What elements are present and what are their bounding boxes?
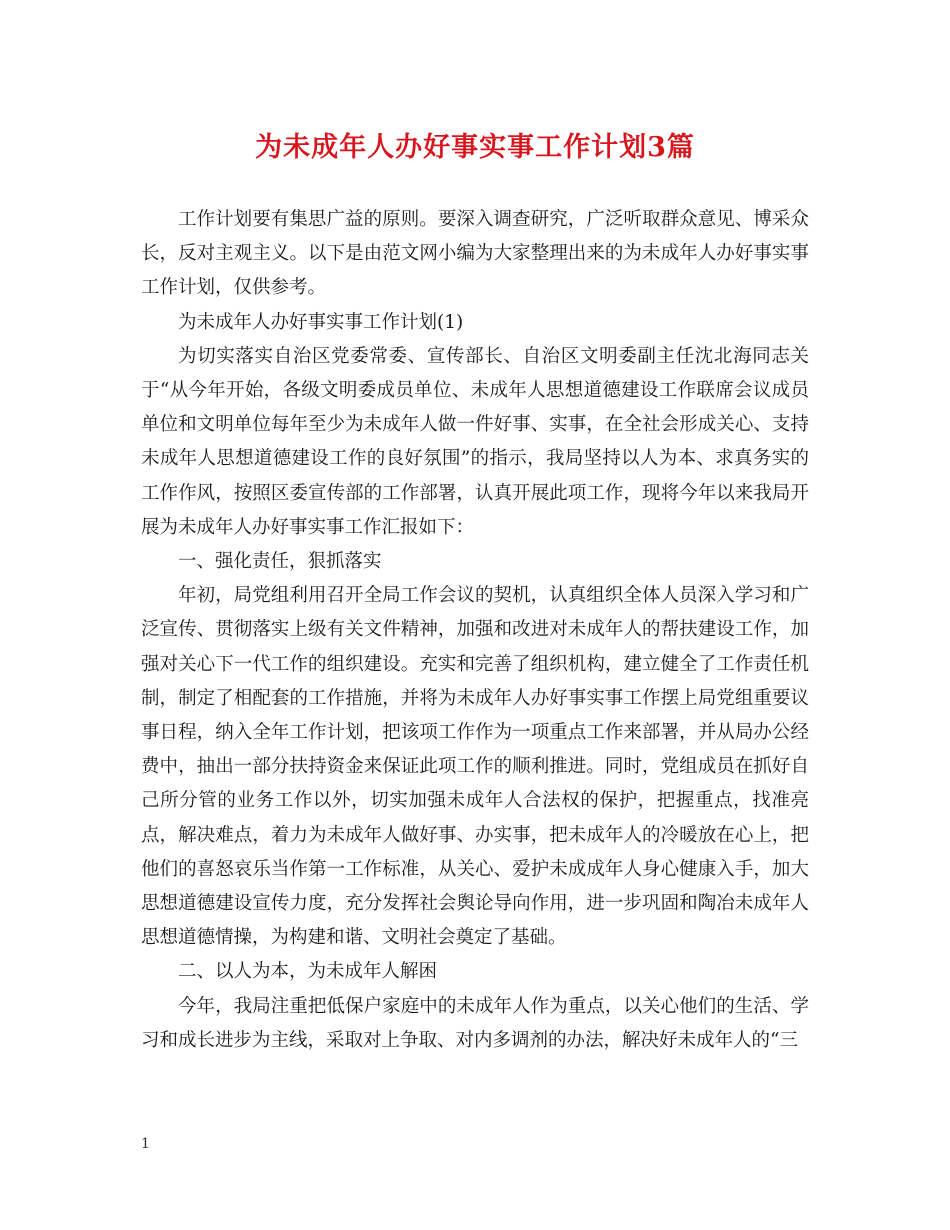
body-paragraph: 为切实落实自治区党委常委、宣传部长、自治区文明委副主任沈北海同志关于“从今年开始，各级文明委成员单位、未成年人思想道德建设工作联席会议成员单位和文明单位每年至少为未成年人做一件好事、实事，在全社会形成关心、支持未成年人思想道德建设工作的良好氛围”的指示，我局坚持以人为本、求真务实的工作作风，按照区委宣传部的工作部署，认真开展此项工作，现将今年以来我局开展为未成年人办好事实事工作汇报如下： (141, 345, 809, 538)
document-title: 为未成年人办好事实事工作计划3篇 (255, 132, 695, 163)
document-body (141, 203, 809, 1058)
page-number: 1 (141, 1136, 150, 1152)
section-heading-1: 一、强化责任，狠抓落实 (178, 551, 382, 573)
intro-paragraph: 工作计划要有集思广益的原则。要深入调查研究，广泛听取群众意见、博采众长，反对主观主义。以下是由范文网小编为大家整理出来的为未成年人办好事实事工作计划，仅供参考。 (141, 209, 809, 299)
body-paragraph: 今年，我局注重把低保户家庭中的未成年人作为重点，以关心他们的生活、学习和成长进步为主线，采取对上争取、对内多调剂的办法，解决好未成年人的“三 (141, 995, 809, 1051)
body-paragraph: 年初，局党组利用召开全局工作会议的契机，认真组织全体人员深入学习和广泛宣传、贯彻落实上级有关文件精神，加强和改进对未成年人的帮扶建设工作，加强对关心下一代工作的组织建设。充实和完善了组织机构，建立健全了工作责任机制，制定了相配套的工作措施，并将为未成年人办好事实事工作摆上局党组重要议事日程，纳入全年工作计划，把该项工作作为一项重点工作来部署，并从局办公经费中，抽出一部分扶持资金来保证此项工作的顺利推进。同时，党组成员在抓好自己所分管的业务工作以外，切实加强未成年人合法权的保护，把握重点，找准亮点，解决难点，着力为未成年人做好事、办实事，把未成年人的冷暖放在心上，把他们的喜怒哀乐当作第一工作标准，从关心、爱护未成成年人身心健康入手，加大思想道德建设宣传力度，充分发挥社会舆论导向作用，进一步巩固和陶冶未成年人思想道德情操，为构建和谐、文明社会奠定了基础。 (141, 585, 809, 949)
section-heading-plan-1: 为未成年人办好事实事工作计划(1) (178, 311, 464, 333)
section-heading-2: 二、以人为本，为未成年人解困 (178, 961, 438, 983)
